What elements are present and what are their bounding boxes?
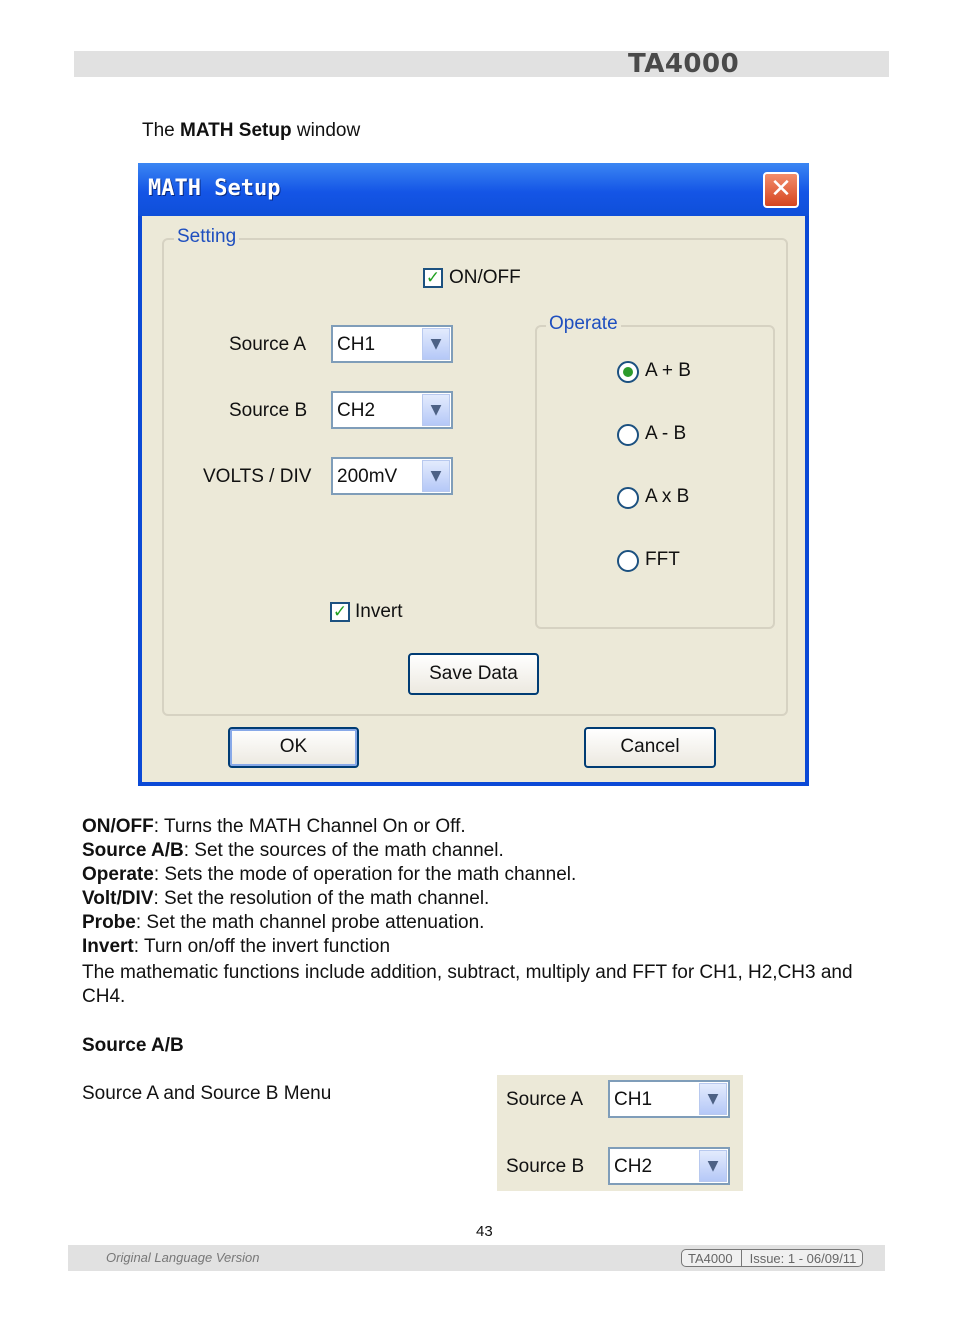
source-a-label: Source A xyxy=(229,334,307,355)
description-text: : Set the math channel probe attenuation. xyxy=(135,912,485,933)
dialog-title: MATH Setup xyxy=(148,176,281,201)
footer-issue: Issue: 1 - 06/09/11 xyxy=(749,1250,857,1266)
caption-bold: MATH Setup xyxy=(180,120,292,141)
figure-caption xyxy=(142,120,360,142)
volts-div-label: VOLTS / DIV xyxy=(203,466,312,487)
source-b-label: Source B xyxy=(229,400,308,421)
operate-radio-label: A + B xyxy=(645,360,691,381)
source-a-value: CH1 xyxy=(337,334,376,355)
source-a-select[interactable] xyxy=(331,325,453,363)
operate-radio-label: A - B xyxy=(645,423,687,444)
footer-separator xyxy=(741,1250,742,1266)
section-heading-text: Source A/B xyxy=(82,1035,184,1056)
description-term: Operate xyxy=(82,864,154,885)
description-text: : Turns the MATH Channel On or Off. xyxy=(153,816,466,837)
check-icon: ✓ xyxy=(425,268,441,288)
description-term: Source A/B xyxy=(82,840,184,861)
chevron-down-icon[interactable]: ▼ xyxy=(699,1083,727,1115)
description-text: : Turn on/off the invert function xyxy=(133,936,391,957)
inset-source-a-value: CH1 xyxy=(614,1089,653,1110)
chevron-down-icon[interactable]: ▼ xyxy=(422,460,450,492)
description-text: : Sets the mode of operation for the math channel. xyxy=(153,864,577,885)
caption-post: window xyxy=(291,120,361,141)
footer-model: TA4000 xyxy=(688,1250,733,1266)
document-title: TA4000 xyxy=(628,49,740,79)
volts-div-select[interactable] xyxy=(331,457,453,495)
source-b-select[interactable] xyxy=(331,391,453,429)
summary-paragraph: The mathematic functions include addition, subtract, multiply and FFT for CH1, H2,CH3 and CH4. xyxy=(82,962,853,1007)
description-text: : Set the sources of the math channel. xyxy=(183,840,504,861)
dialog-client-area xyxy=(142,216,805,782)
description-item xyxy=(82,911,882,935)
description-text: : Set the resolution of the math channel. xyxy=(153,888,490,909)
footer-issue-box xyxy=(681,1249,863,1267)
cancel-button[interactable]: Cancel xyxy=(584,727,716,768)
description-item xyxy=(82,863,882,887)
setting-group-label: Setting xyxy=(174,226,239,248)
chevron-down-icon[interactable]: ▼ xyxy=(422,394,450,426)
chevron-down-icon[interactable]: ▼ xyxy=(699,1150,727,1182)
close-button[interactable] xyxy=(763,172,799,208)
invert-checkbox[interactable] xyxy=(330,602,350,622)
description-list xyxy=(82,815,882,959)
footer-version: Original Language Version xyxy=(106,1250,260,1265)
section-heading xyxy=(82,1034,882,1058)
inset-source-b-label: Source B xyxy=(506,1156,585,1177)
operate-radio-3[interactable] xyxy=(617,550,639,572)
operate-group-label: Operate xyxy=(546,313,621,335)
close-icon: ✕ xyxy=(770,174,792,204)
header-bar xyxy=(74,51,889,77)
inset-source-b-value: CH2 xyxy=(614,1156,653,1177)
description-item xyxy=(82,815,882,839)
section-caption: Source A and Source B Menu xyxy=(82,1083,332,1104)
description-term: Probe xyxy=(82,912,136,933)
math-setup-dialog xyxy=(138,163,809,786)
onoff-checkbox[interactable] xyxy=(423,268,443,288)
description-term: Volt/DIV xyxy=(82,888,154,909)
description-item xyxy=(82,887,882,911)
operate-radio-1[interactable] xyxy=(617,424,639,446)
page-number: 43 xyxy=(476,1223,493,1240)
operate-radio-0[interactable] xyxy=(617,361,639,383)
caption-pre: The xyxy=(142,120,181,141)
dialog-titlebar[interactable] xyxy=(138,163,809,216)
source-b-value: CH2 xyxy=(337,400,376,421)
operate-radio-label: FFT xyxy=(645,549,680,570)
check-icon: ✓ xyxy=(332,602,348,622)
chevron-down-icon[interactable]: ▼ xyxy=(422,328,450,360)
inset-source-a-select[interactable] xyxy=(608,1080,730,1118)
description-term: Invert xyxy=(82,936,134,957)
volts-div-value: 200mV xyxy=(337,466,398,487)
description-term: ON/OFF xyxy=(82,816,154,837)
inset-source-a-label: Source A xyxy=(506,1089,584,1110)
ok-button[interactable]: OK xyxy=(228,727,359,768)
inset-source-b-select[interactable] xyxy=(608,1147,730,1185)
operate-radio-label: A x B xyxy=(645,486,690,507)
description-item xyxy=(82,935,882,959)
save-data-button[interactable]: Save Data xyxy=(408,653,539,695)
description-item xyxy=(82,839,882,863)
invert-label: Invert xyxy=(355,601,403,622)
onoff-label: ON/OFF xyxy=(449,267,521,288)
operate-radio-2[interactable] xyxy=(617,487,639,509)
source-menu-inset xyxy=(497,1075,743,1191)
